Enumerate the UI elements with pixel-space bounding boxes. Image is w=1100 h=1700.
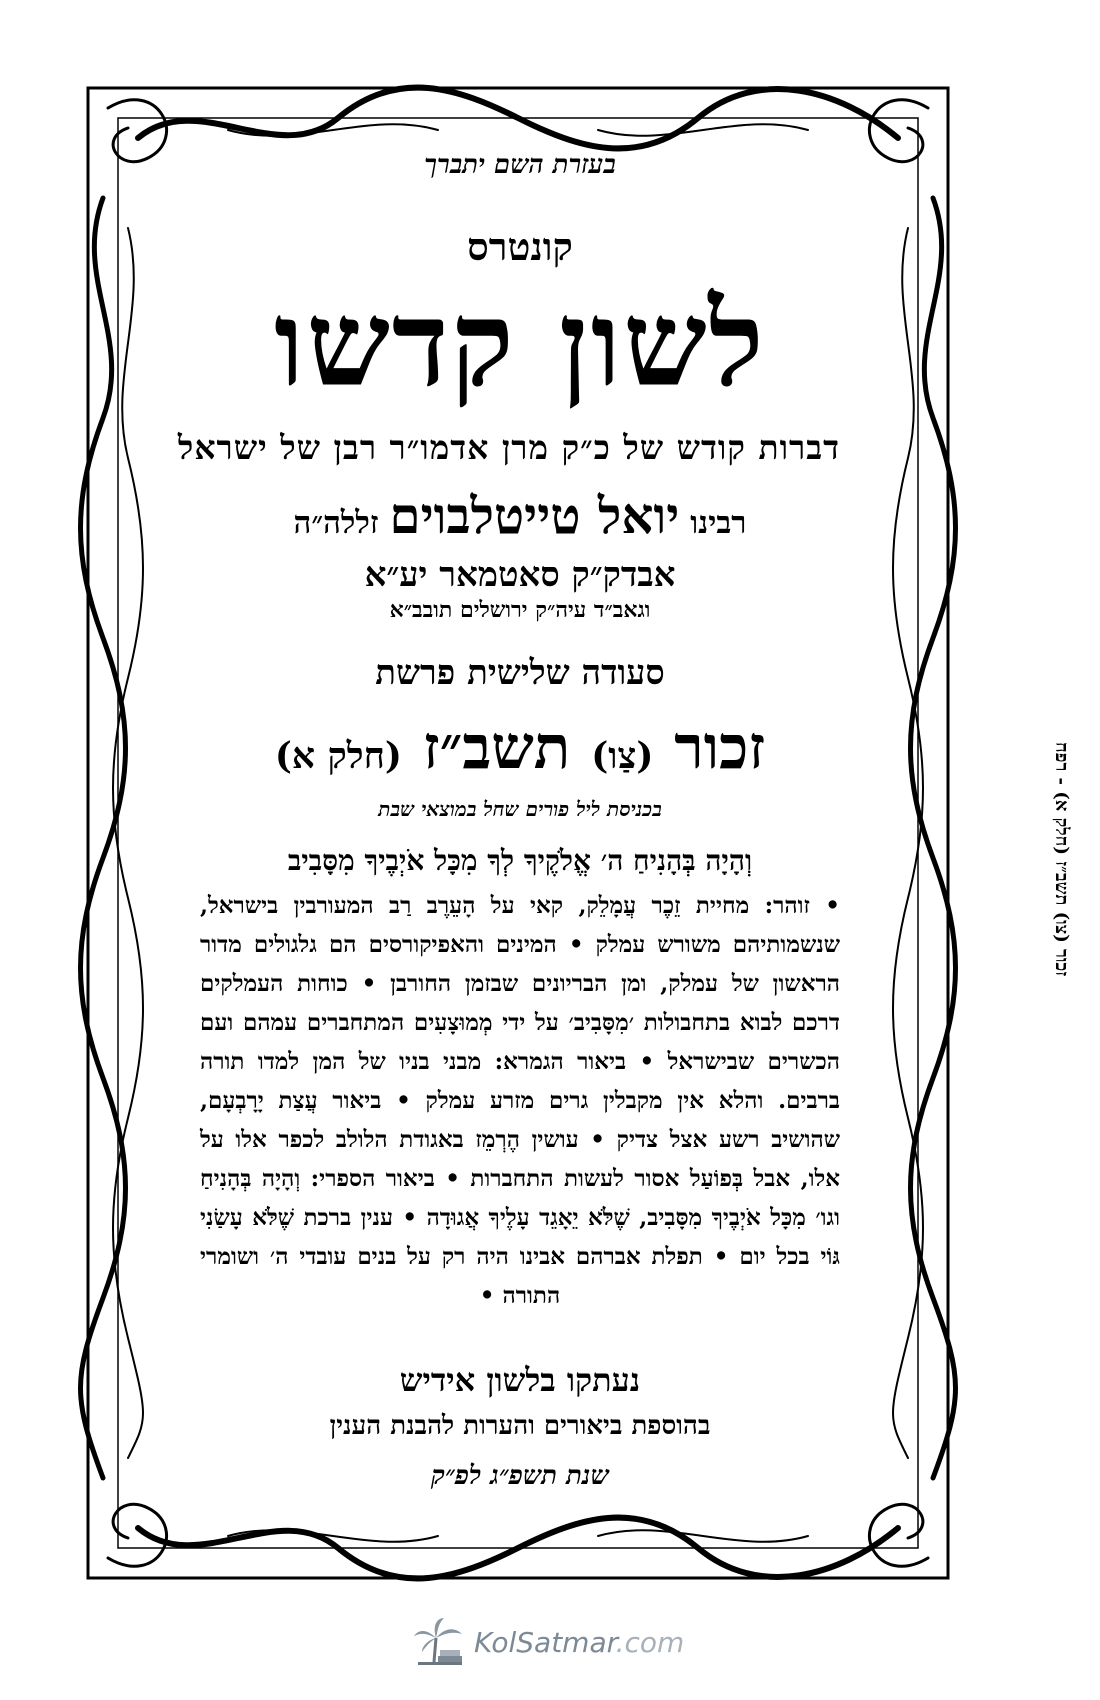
help-line: בעזרת השם יתברך xyxy=(424,150,616,180)
side-running-title: זכור (צו) תשב״ז (חלק א) - רפח xyxy=(1051,741,1072,976)
vegaav-line: וגאב״ד עיה״ק ירושלים תובב״א xyxy=(389,596,651,623)
parsha-tzav: (צַו) xyxy=(591,734,654,777)
brand-dotcom: .com xyxy=(615,1625,685,1659)
pasuk-line: וְהָיָה בְּהָנִיחַ ה׳ אֱלֹקֶיךָ לְךָ מִכָּל אֹיְבֶיךָ מִסָּבִיב xyxy=(287,843,753,877)
parsha-part: (חלק א) xyxy=(274,734,402,777)
rebbe-line xyxy=(200,486,840,545)
brand-text: KolSatmar xyxy=(474,1625,616,1659)
seuda-line: סעודה שלישית פרשת xyxy=(375,652,665,693)
rebbe-suffix: זללה״ה xyxy=(293,504,379,541)
rebbe-prefix: רבינו xyxy=(690,504,747,541)
kenisa-line: בכניסת ליל פורים שחל במוצאי שבת xyxy=(378,796,662,821)
main-title: לשון קדשו xyxy=(274,274,766,413)
palm-tree-books-icon xyxy=(410,1614,466,1670)
rebbe-name: יואל טייטלבוים xyxy=(389,485,680,545)
divrei-line: דברות קודש של כ״ק מרן אדמו״ר רבן של ישראל xyxy=(177,427,840,467)
kuntres-label: קונטרס xyxy=(467,224,573,269)
parsha-line xyxy=(200,713,840,783)
parsha-main: זכור xyxy=(674,712,766,783)
summary-paragraph: • זוהר: מחיית זֵכֶר עֲמָלֵק, קאי על הָעֵרֶב רַב המעורבין בישראל, שנשמותיהם משורש עמלק • המינים והאפיקורסים הם גלגולים מדור הראשון של עמלק, ומן הבריונים שבזמן החורבן • כוחות העמלקים דרכם לבוא בתחבולות ׳מִסָּבִיב׳ על ידי מְמוּצָעִים המתחברים עמהם ועם הכשרים שבישראל • ביאור הגמרא: מבני בניו של המן למדו תורה ברבים. והלא אין מקבלין גרים מזרע עמלק • ביאור עֲצַת יָרָבְעָם, שהושיב רשע אצל צדיק • עושין הֶרְמֵז באגודת הלולב לכפר אלו על אלו, אבל בְּפוֹעַל אסור לעשות התחברות • ביאור הספרי: וְהָיָה בְּהָנִיחַ וגו׳ מִכָּל אֹיְבֶיךָ מִסָּבִיב, שֶׁלֹּא יֵאָגֵד עָלֶיךָ אֲגוּדָה • ענין ברכת שֶׁלֹּא עָשַׂנִי גּוֹי בכל יום • תפלת אברהם אבינו היה רק על בנים עובדי ה׳ ושומרי התורה • xyxy=(200,891,840,1309)
parsha-year: תשב״ז xyxy=(422,712,571,783)
avdak-line: אבדק״ק סאטמאר יע״א xyxy=(364,554,676,595)
document-body xyxy=(177,140,840,1510)
footer-logo[interactable] xyxy=(410,1612,690,1672)
translation-note: נעתקו בלשון אידיש xyxy=(399,1360,641,1399)
brand-name[interactable] xyxy=(474,1626,684,1659)
year-line: שנת תשפ״ג לפ״ק xyxy=(431,1460,609,1491)
additions-note: בהוספת ביאורים והערות להבנת הענין xyxy=(329,1410,711,1441)
